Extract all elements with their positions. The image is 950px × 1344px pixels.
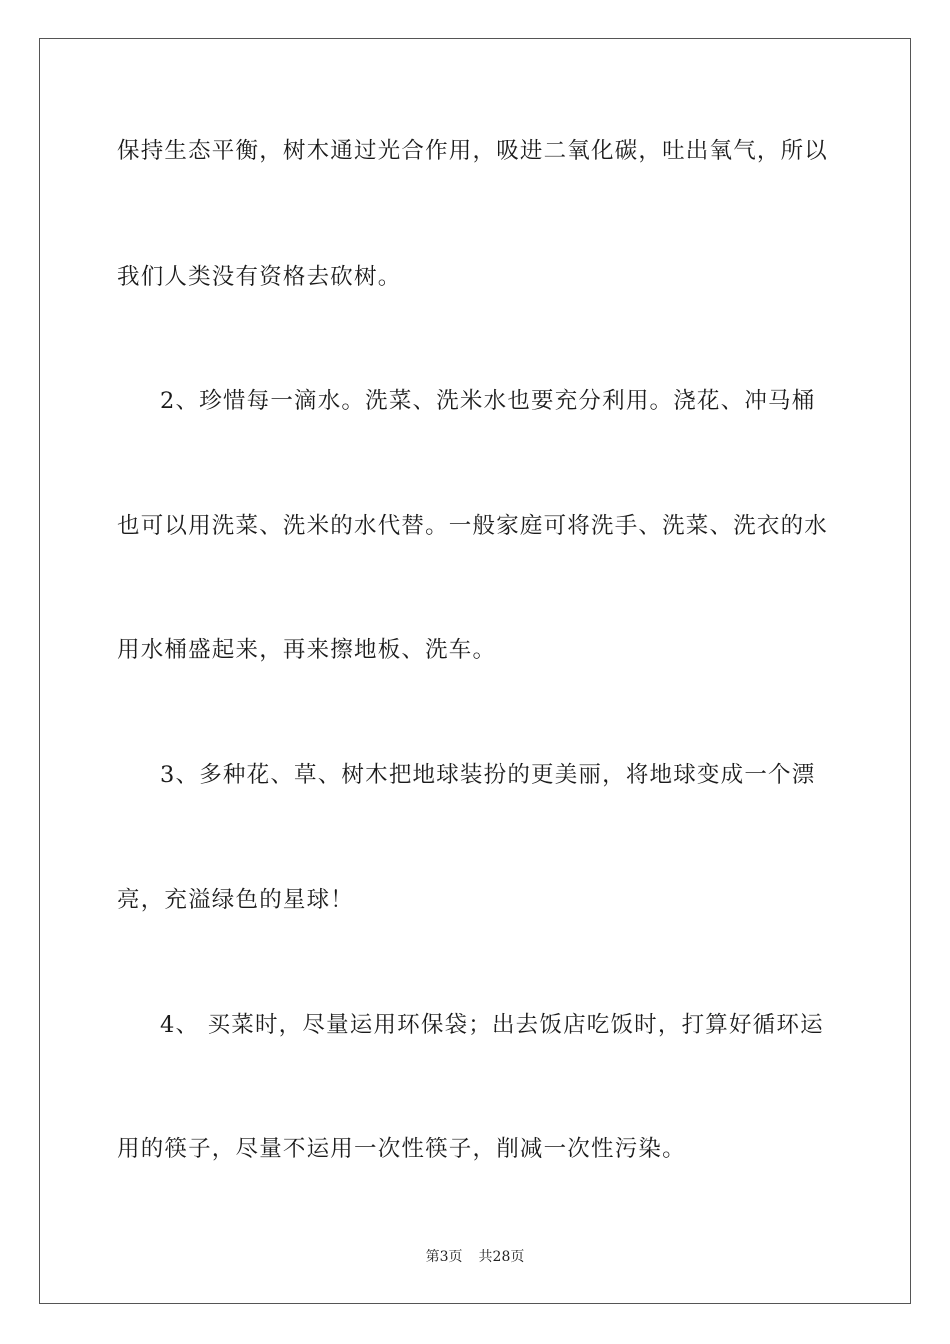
text-line-8: 4、 买菜时，尽量运用环保袋；出去饭店吃饭时，打算好循环运 xyxy=(160,1012,824,1038)
text-line-3: 2、珍惜每一滴水。洗菜、洗米水也要充分利用。浇花、冲马桶 xyxy=(160,388,816,414)
text-line-5: 用水桶盛起来，再来擦地板、洗车。 xyxy=(117,637,497,663)
text-line-6: 3、多种花、草、树木把地球装扮的更美丽，将地球变成一个漂 xyxy=(160,762,816,788)
text-line-1: 保持生态平衡，树木通过光合作用，吸进二氧化碳，吐出氧气，所以 xyxy=(117,138,829,164)
page-footer xyxy=(0,1248,950,1266)
text-line-7: 亮，充溢绿色的星球！ xyxy=(117,887,355,913)
text-line-4: 也可以用洗菜、洗米的水代替。一般家庭可将洗手、洗菜、洗衣的水 xyxy=(117,513,829,539)
page-number: 第3页 xyxy=(425,1249,463,1265)
page-total: 共28页 xyxy=(478,1249,525,1265)
text-line-9: 用的筷子，尽量不运用一次性筷子，削减一次性污染。 xyxy=(117,1136,686,1162)
text-line-2: 我们人类没有资格去砍树。 xyxy=(117,264,402,290)
page-border xyxy=(39,38,911,1304)
